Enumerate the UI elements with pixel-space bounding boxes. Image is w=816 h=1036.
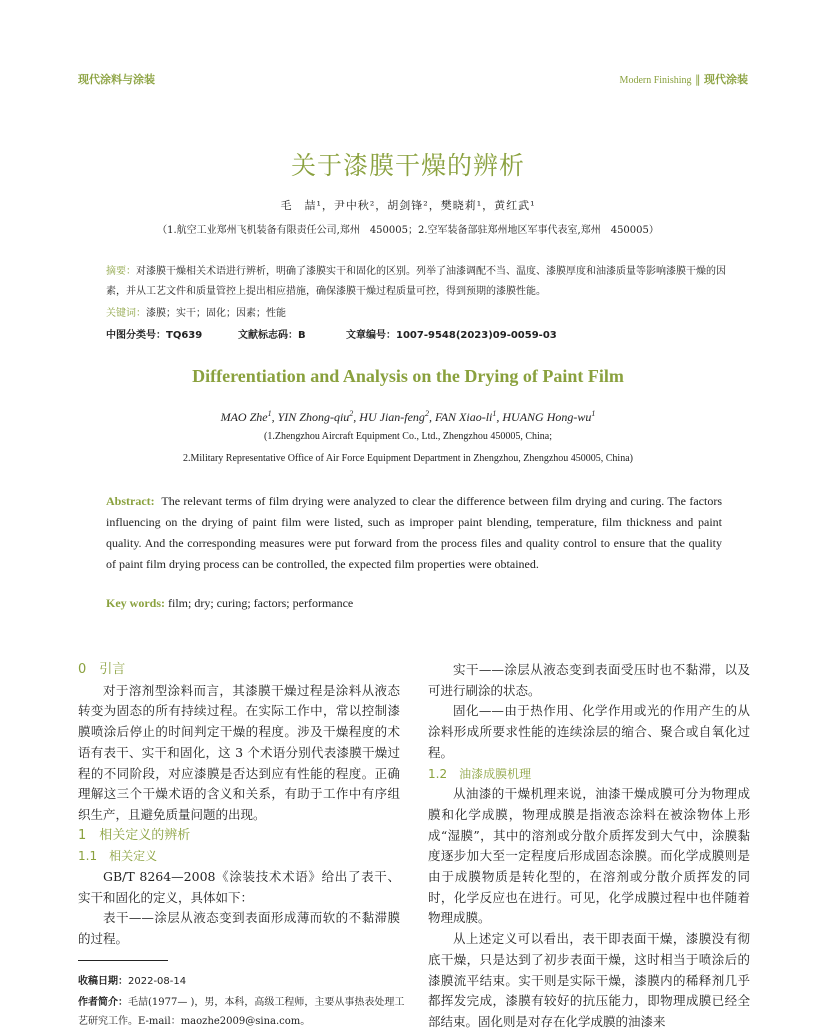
abstract-zh-label: 摘要： xyxy=(106,266,136,277)
affiliation-en-1: (1.Zhengzhou Aircraft Equipment Co., Ltd., Zhengzhou 450005, China; xyxy=(264,431,552,442)
paragraph: 从上述定义可以看出，表干即表面干燥，漆膜没有彻底干燥，只是达到了初步表面干燥，这时相当于喷涂后的漆膜流平结束。实干则是实际干燥，漆膜内的稀释剂几乎都挥发完成，漆膜有较好的抗压能力，即物理成膜已经全部结束。固化则是对存在化学成膜的油漆来 xyxy=(428,931,750,1029)
paragraph: 对于溶剂型涂料而言，其漆膜干燥过程是涂料从液态转变为固态的所有持续过程。在实际工作中，常以控制漆膜喷涂后停止的时间判定干燥的程度。涉及干燥程度的术语有表干、实干和固化，这 3 个术语分别代表漆膜干燥过程的不同阶段，对应漆膜是否达到应有性能的程度。正确理解这三个干燥术语的含义和关系，有助于工作中有序组织生产，且避免质量问题的出现。 xyxy=(78,682,400,822)
abstract-en-label: Abstract: xyxy=(106,494,155,508)
clc-number: 中图分类号：TQ639 xyxy=(106,330,203,341)
bio-label: 作者简介： xyxy=(78,997,128,1008)
abstract-zh-text: 对漆膜干燥相关术语进行辨析，明确了漆膜实干和固化的区别。列举了油漆调配不当、温度、漆膜厚度和油漆质量等影响漆膜干燥的因素，并从工艺文件和质量管控上提出相应措施，确保漆膜干燥过程质量可控，得到预期的漆膜性能。 xyxy=(106,266,726,297)
author-en: HUANG Hong-wu xyxy=(502,410,592,424)
article-title-en: Differentiation and Analysis on the Drying of Paint Film xyxy=(192,366,624,386)
footnote-rule xyxy=(78,960,168,961)
received-label: 收稿日期： xyxy=(78,976,128,987)
subsection-heading: 1.2 油漆成膜机理 xyxy=(428,766,532,781)
body-left-column xyxy=(78,660,400,950)
received-date: 2022-08-14 xyxy=(128,976,187,987)
subsection-heading: 1.1 相关定义 xyxy=(78,849,158,864)
footnote-received xyxy=(78,972,186,987)
keywords-zh xyxy=(106,304,286,319)
authors-en: MAO Zhe$^1$, YIN Zhong-qiu$^2$, HU Jian-feng$^2$, FAN Xiao-$li^1$, HUANG Hong-$wu^1$ xyxy=(220,409,596,424)
author-en: HU Jian-feng xyxy=(359,410,425,424)
running-header-left: 现代涂料与涂装 xyxy=(78,73,155,86)
abstract-en-text: The relevant terms of film drying were analyzed to clear the difference between film drying and curing. The factors influencing on the drying of paint film were listed, such as improper paint blending, temperature, film thickness and paint quality. And the corresponding measures were put forward from the process files and quality control to ensure that the quality of paint film drying process can be controlled, the expected film properties were obtained. xyxy=(106,494,722,571)
header-separator: ‖ xyxy=(691,73,704,86)
affiliation-zh: （1.航空工业郑州飞机装备有限责任公司,郑州 450005；2.空军装备部驻郑州地区军事代表室,郑州 450005） xyxy=(157,225,659,236)
article-number: 文章编号：1007-9548(2023)09-0059-03 xyxy=(346,330,557,341)
keywords-en-label: Key words: xyxy=(106,596,165,610)
journal-name-en: Modern Finishing xyxy=(619,75,692,86)
abstract-zh xyxy=(106,262,728,302)
section-heading: 0 引言 xyxy=(78,662,126,677)
paragraph: 实干——涂层从液态变到表面受压时也不黏滞，以及可进行刷涂的状态。 xyxy=(428,662,750,698)
article-title-zh: 关于漆膜干燥的辨析 xyxy=(290,151,525,180)
bio-text: 毛喆(1977— )，男，本科，高级工程师，主要从事热表处理工艺研究工作。E-mail：maozhe2009@sina.com。 xyxy=(78,997,405,1027)
paragraph: 表干——涂层从液态变到表面形成薄而软的不黏滞膜的过程。 xyxy=(78,910,400,947)
footnote-author-bio xyxy=(78,993,408,1031)
keywords-en-text: film; dry; curing; factors; performance xyxy=(168,596,354,610)
keywords-zh-label: 关键词： xyxy=(106,308,146,319)
author-en: MAO Zhe xyxy=(220,410,268,424)
paragraph: 从油漆的干燥机理来说，油漆干燥成膜可分为物理成膜和化学成膜，物理成膜是指液态涂料在被涂物体上形成“湿膜”，其中的溶剂或分散介质挥发到大气中，涂膜黏度逐步加大至一定程度后形成固态涂膜。而化学成膜则是由于成膜物质是转化型的，在溶剂或分散介质挥发的同时，化学反应也在进行。可见，化学成膜过程中也伴随着物理成膜。 xyxy=(428,786,750,926)
section-heading: 1 相关定义的辨析 xyxy=(78,827,191,843)
document-code: 文献标志码：B xyxy=(238,330,306,341)
paragraph: GB/T 8264—2008《涂装技术术语》给出了表干、实干和固化的定义，具体如下： xyxy=(78,869,400,905)
paragraph: 固化——由于热作用、化学作用或光的作用产生的从涂料形成所要求性能的连续涂层的缩合、聚合或自氧化过程。 xyxy=(428,703,750,760)
author-en: FAN Xiao-li xyxy=(434,410,493,424)
journal-name-zh: 现代涂装 xyxy=(704,73,748,86)
running-header-right xyxy=(620,71,748,87)
affiliation-en-2: 2.Military Representative Office of Air Force Equipment Department in Zhengzhou, Zhengzhou 450005, China) xyxy=(183,453,633,464)
authors-zh: 毛 喆¹，尹中秋²，胡剑锋²，樊晓莉¹，黄红武¹ xyxy=(280,199,536,212)
abstract-en xyxy=(106,491,722,575)
body-right-column xyxy=(428,660,750,1033)
keywords-zh-text: 漆膜；实干；固化；因素；性能 xyxy=(146,308,286,319)
keywords-en xyxy=(106,596,353,611)
author-en: YIN Zhong-qiu xyxy=(277,410,350,424)
